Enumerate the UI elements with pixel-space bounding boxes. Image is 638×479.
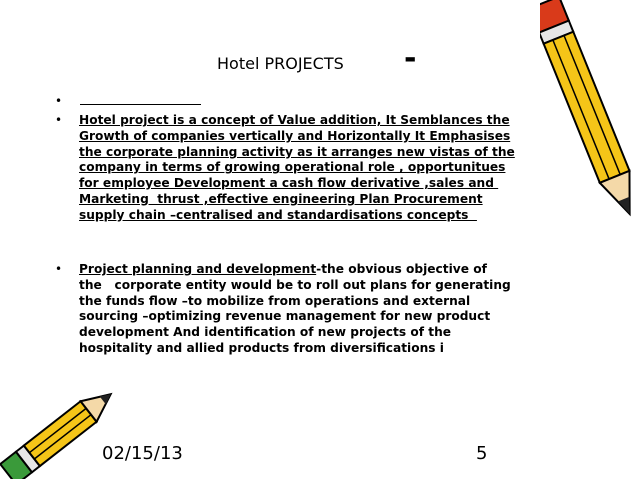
footer-page-number: 5 [476,443,488,464]
pencil-icon [540,0,638,232]
para1-line: company in terms of growing operational role , opportunitues [79,160,506,175]
para2-line: the funds flow –to mobilize from operations and external [79,293,471,308]
para2-line: hospitality and allied products from diversifications i [79,340,444,355]
pencil-icon [0,386,128,479]
footer-date: 02/15/13 [102,443,183,464]
para1-line: Hotel project is a concept of Value addition, It Semblances the [79,113,510,127]
para1-line: for employee Development a cash flow derivative ,sales and [79,176,499,191]
para2-first-rest: -the obvious objective of [316,262,487,276]
bullet-3: • [55,262,63,276]
para2-heading: Project planning and development [79,262,317,276]
bullet-2: • [55,113,63,127]
para1-line: supply chain –centralised and standardisations concepts [79,207,477,222]
para1-line: the corporate planning activity as it arranges new vistas of the [79,144,515,159]
para1-line: Marketing thrust ,effective engineering Plan Procurement [79,191,483,206]
bullet-1: • [55,94,63,108]
title-dash: - [404,41,417,76]
para2-line: sourcing –optimizing revenue management for new product [79,309,491,324]
para1-line: Growth of companies vertically and Horizontally It Emphasises [79,128,511,143]
paragraph-project-planning [79,262,579,357]
slide-title: Hotel PROJECTS [217,54,344,73]
blank-underline [80,103,201,105]
paragraph-hotel-project [79,113,579,224]
para2-line: the corporate entity would be to roll out plans for generating [79,277,511,292]
para2-line: development And identification of new projects of the [79,325,452,340]
